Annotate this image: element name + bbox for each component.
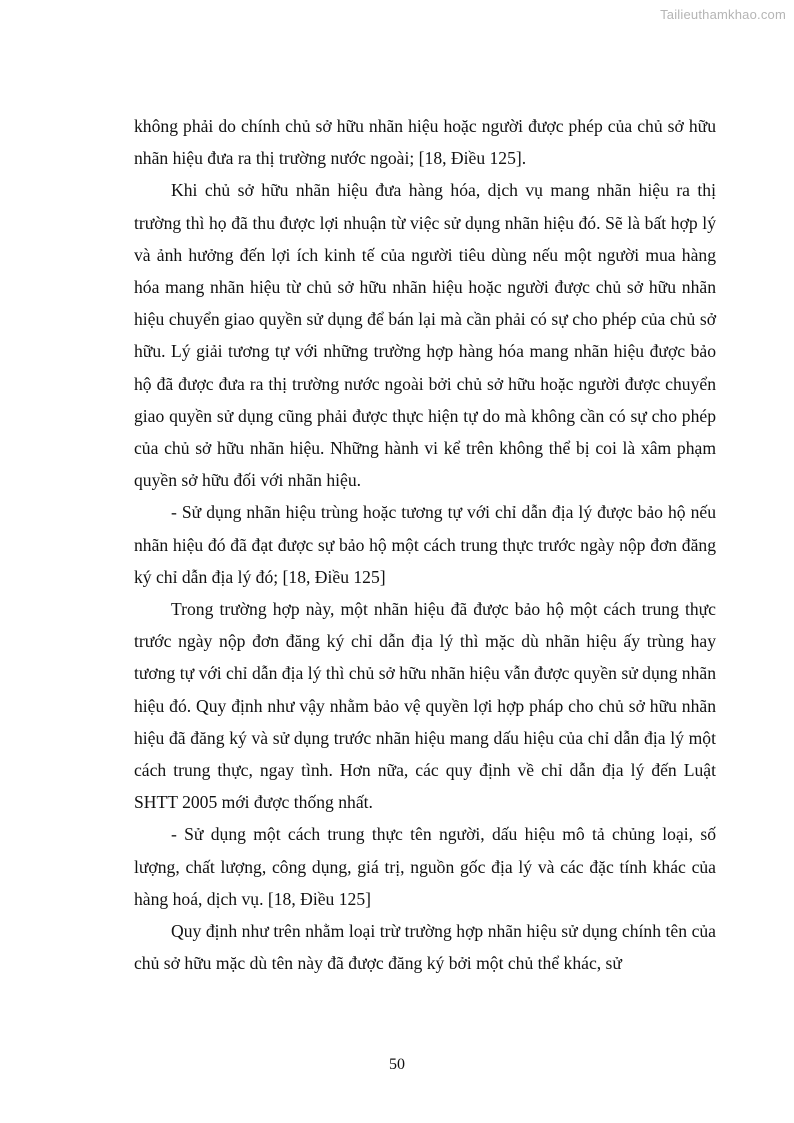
document-body [134, 110, 716, 979]
watermark-text: Tailieuthamkhao.com [660, 7, 786, 22]
paragraph: Trong trường hợp này, một nhãn hiệu đã được bảo hộ một cách trung thực trước ngày nộp đơn đăng ký chỉ dẫn địa lý thì mặc dù nhãn hiệu ấy trùng hay tương tự với chỉ dẫn địa lý thì chủ sở hữu nhãn hiệu vẫn được quyền sử dụng nhãn hiệu đó. Quy định như vậy nhằm bảo vệ quyền lợi hợp pháp cho chủ sở hữu nhãn hiệu đã đăng ký và sử dụng trước nhãn hiệu mang dấu hiệu của chỉ dẫn địa lý một cách trung thực, ngay tình. Hơn nữa, các quy định về chỉ dẫn địa lý đến Luật SHTT 2005 mới được thống nhất. [134, 599, 716, 813]
paragraph: Quy định như trên nhằm loại trừ trường hợp nhãn hiệu sử dụng chính tên của chủ sở hữu mặc dù tên này đã được đăng ký bởi một chủ thể khác, sử [134, 921, 716, 974]
paragraph: Khi chủ sở hữu nhãn hiệu đưa hàng hóa, dịch vụ mang nhãn hiệu ra thị trường thì họ đã thu được lợi nhuận từ việc sử dụng nhãn hiệu đó. Sẽ là bất hợp lý và ảnh hưởng đến lợi ích kinh tế của người tiêu dùng nếu một người mua hàng hóa mang nhãn hiệu từ chủ sở hữu nhãn hiệu hoặc người được chủ sở hữu nhãn hiệu chuyển giao quyền sử dụng để bán lại mà cần phải có sự cho phép của chủ sở hữu. Lý giải tương tự với những trường hợp hàng hóa mang nhãn hiệu được bảo hộ đã được đưa ra thị trường nước ngoài bởi chủ sở hữu hoặc người được chuyển giao quyền sử dụng cũng phải được thực hiện tự do mà không cần có sự cho phép của chủ sở hữu nhãn hiệu. Những hành vi kể trên không thể bị coi là xâm phạm quyền sở hữu đối với nhãn hiệu. [134, 180, 716, 491]
paragraph-continuation: không phải do chính chủ sở hữu nhãn hiệu hoặc người được phép của chủ sở hữu nhãn hiệu đưa ra thị trường nước ngoài; [18, Điều 125]. [134, 116, 716, 169]
paragraph-list-item: - Sử dụng nhãn hiệu trùng hoặc tương tự với chỉ dẫn địa lý được bảo hộ nếu nhãn hiệu đó đã đạt được sự bảo hộ một cách trung thực trước ngày nộp đơn đăng ký chỉ dẫn địa lý đó; [18, Điều 125] [134, 502, 716, 587]
paragraph-list-item: - Sử dụng một cách trung thực tên người, dấu hiệu mô tả chủng loại, số lượng, chất lượng, công dụng, giá trị, nguồn gốc địa lý và các đặc tính khác của hàng hoá, dịch vụ. [18, Điều 125] [134, 824, 716, 909]
page-number: 50 [389, 1056, 405, 1073]
